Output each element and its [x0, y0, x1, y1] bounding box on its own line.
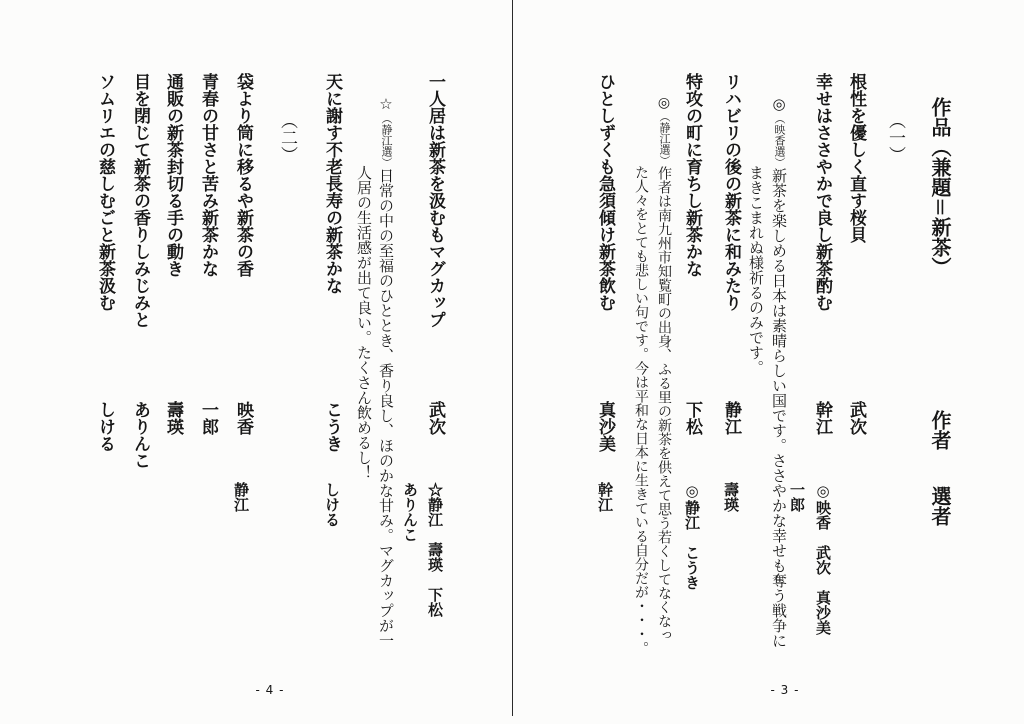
haiku-text: 天に謝す不老長寿の新茶かな	[322, 73, 342, 294]
haiku-text: ひとしずくも急須傾け新茶飲む	[595, 73, 615, 311]
comment-line: た人々をとても悲しい句です。今は平和な日本に生きている自分だが・・・。	[633, 165, 649, 655]
page-number: - 4 -	[255, 683, 285, 697]
haiku-text: 一人居は新茶を汲むもマグカップ	[425, 73, 445, 328]
comment-line: まきこまれぬ様祈るのみです。	[747, 165, 765, 375]
haiku-author: こうき	[322, 401, 342, 452]
haiku-selectors: ☆静江 壽瑛 下松	[426, 482, 444, 617]
comment-line	[771, 95, 786, 648]
comment-line: 人居の生活感が出て良い。たくさん飲めるし！	[355, 165, 373, 480]
comment-line	[657, 95, 671, 642]
haiku-selectors-continued: 一郎	[788, 482, 806, 512]
haiku-text: ソムリエの慈しむごと新茶汲む	[95, 73, 115, 311]
haiku-text: 特攻の町に育ちし新茶かな	[682, 73, 702, 277]
header-selectors: 選者	[928, 486, 952, 526]
haiku-selectors: 静江	[232, 482, 250, 512]
page-number: - 3 -	[770, 683, 800, 697]
haiku-text: 青春の甘さと苦み新茶かな	[198, 73, 218, 277]
haiku-selectors-continued: ありんこ	[401, 482, 419, 542]
comment-text: 新茶を楽しめる日本は素晴らしい国です。ささやかな幸せも奪う戦争に	[770, 168, 788, 648]
haiku-author: 幹江	[812, 401, 832, 435]
haiku-author: 真沙美	[595, 401, 615, 452]
comment-label: （映香選）	[773, 113, 786, 168]
haiku-selectors: 幹江	[596, 482, 614, 512]
page-title: 作品（兼題＝新茶）	[928, 97, 952, 277]
header-author: 作者	[928, 410, 952, 450]
comment-mark: ◎	[656, 95, 672, 111]
haiku-selectors: 壽瑛	[722, 482, 740, 512]
comment-label: （静江選）	[380, 113, 393, 168]
haiku-author: ありんこ	[130, 401, 150, 469]
comment-line	[378, 95, 393, 648]
section-heading: （二）	[277, 112, 297, 163]
comment-text: 作者は南九州市知覧町の出身、ふる里の新茶を供えて思う若くしてなくなっ	[656, 166, 672, 642]
page-3	[514, 0, 1024, 724]
comment-mark: ◎	[770, 95, 788, 113]
haiku-author: 武次	[846, 401, 866, 435]
haiku-text: 根性を優しく直す桜貝	[846, 73, 866, 243]
haiku-text: 目を閉じて新茶の香りしみじみと	[130, 73, 150, 328]
haiku-author: 映香	[233, 401, 253, 435]
haiku-author: 静江	[721, 401, 741, 435]
haiku-author: 一郎	[198, 401, 218, 435]
comment-mark: ☆	[377, 95, 395, 113]
haiku-text: 通販の新茶封切る手の動き	[163, 73, 183, 277]
comment-text: 日常の中の至福のひととき、香り良し、ほのかな甘み。マグカップが一	[377, 168, 395, 648]
section-heading: （一）	[885, 112, 905, 163]
haiku-text: 袋より筒に移るや新茶の香	[233, 73, 253, 277]
haiku-text: 幸せはささやかで良し新茶酌む	[812, 73, 832, 311]
haiku-author: 下松	[682, 401, 702, 435]
haiku-author: しける	[95, 401, 115, 452]
haiku-author: 壽瑛	[163, 401, 183, 435]
haiku-selectors: しける	[323, 482, 341, 527]
haiku-author: 武次	[425, 401, 445, 435]
haiku-text: リハビリの後の新茶に和みたり	[721, 73, 741, 311]
comment-label: （静江選）	[658, 111, 671, 166]
haiku-selectors: ◎映香 武次 真沙美	[814, 482, 832, 635]
haiku-selectors: ◎静江 こうき	[683, 482, 701, 590]
